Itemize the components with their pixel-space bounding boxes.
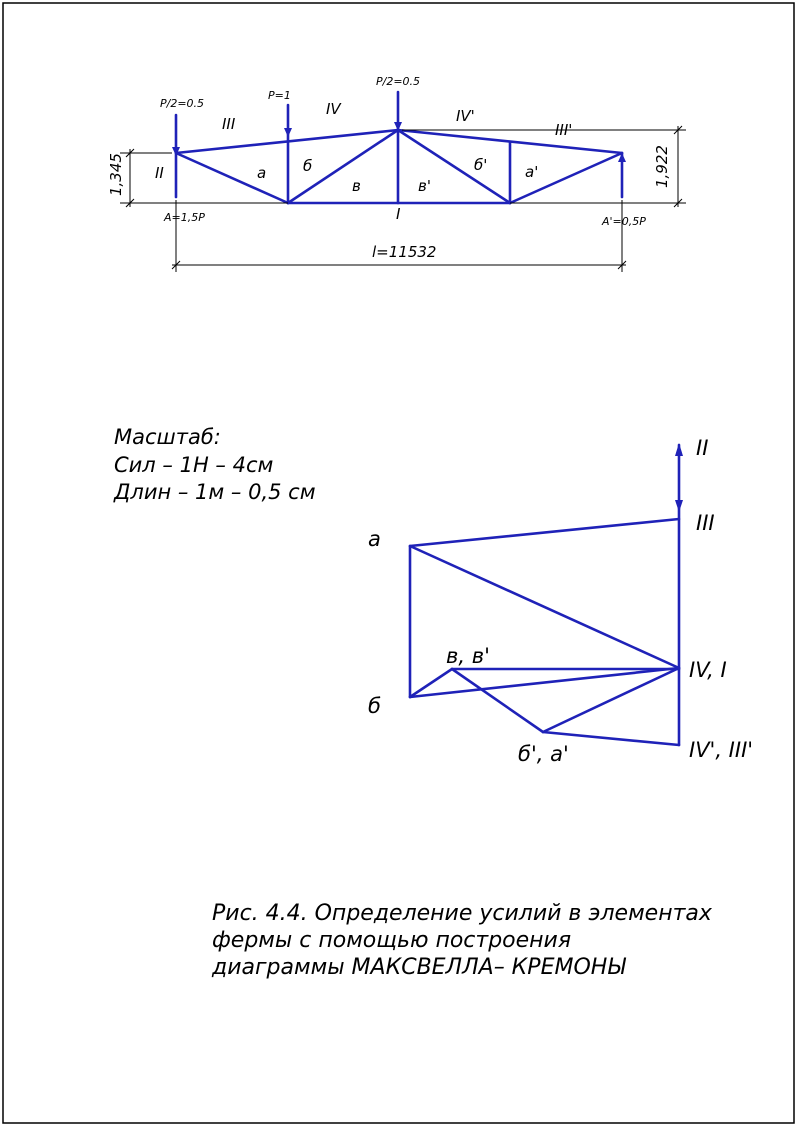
- load-label-center: P/2=0.5: [376, 75, 421, 88]
- zone-label-IV: IV: [326, 100, 341, 118]
- zone-label-II: II: [155, 164, 164, 182]
- scale-note: [113, 425, 316, 504]
- zone-label-b: б: [303, 157, 313, 175]
- arrow-up-icon: [675, 443, 683, 456]
- scale-length: Длин – 1м – 0,5 см: [114, 480, 316, 504]
- reaction-label-left: A=1,5P: [164, 211, 205, 224]
- diagonal-left: [176, 153, 288, 203]
- scale-title: Масштаб:: [114, 425, 221, 449]
- zone-label-III-prime: III': [555, 121, 573, 139]
- zone-label-v-prime: в': [418, 177, 431, 195]
- diagram-label-a: a: [368, 527, 381, 551]
- zone-label-a: a: [257, 164, 267, 182]
- force-b-IV: [410, 668, 679, 697]
- figure-caption: [211, 901, 713, 980]
- zone-label-a-prime: a': [525, 163, 539, 181]
- diagram-label-b-a: б', a': [518, 742, 569, 766]
- diagram-label-v: в, в': [446, 644, 490, 668]
- force-v-b-prime: [452, 669, 543, 732]
- caption-line-2: фермы с помощью построения: [212, 928, 572, 953]
- diagram-label-IV-I: IV, I: [689, 658, 727, 682]
- load-arrow-mid-icon: [284, 128, 292, 137]
- diagram-label-III: III: [696, 511, 715, 535]
- force-diagram-labels: [368, 436, 753, 766]
- dimension-span: l=11532: [372, 243, 437, 261]
- force-diagram: [410, 443, 683, 745]
- dimension-left-height: 1,345: [107, 153, 125, 196]
- force-a-III: [410, 519, 679, 546]
- zone-label-IV-prime: IV': [456, 107, 475, 125]
- zone-label-b-prime: б': [474, 156, 488, 174]
- dimension-right-height: 1,922: [653, 145, 671, 188]
- zone-label-I: I: [396, 205, 401, 223]
- arrow-down-icon: [675, 500, 683, 512]
- zone-label-v: в: [352, 177, 361, 195]
- load-label-left: P/2=0.5: [160, 97, 205, 110]
- caption-line-1: Рис. 4.4. Определение усилий в элементах: [212, 901, 712, 926]
- force-b-prime-IV: [543, 668, 679, 732]
- scale-force: Сил – 1Н – 4см: [114, 453, 274, 477]
- diagram-label-II: II: [696, 436, 709, 460]
- caption-line-3: диаграммы МАКСВЕЛЛА– КРЕМОНЫ: [212, 955, 626, 980]
- load-label-center-left: P=1: [268, 89, 291, 102]
- diagram-label-b: б: [368, 694, 381, 718]
- truss: [172, 92, 626, 203]
- diagram-label-IV-III: IV', III': [689, 738, 754, 762]
- reaction-label-right: A'=0,5P: [602, 215, 646, 228]
- zone-label-III: III: [222, 115, 236, 133]
